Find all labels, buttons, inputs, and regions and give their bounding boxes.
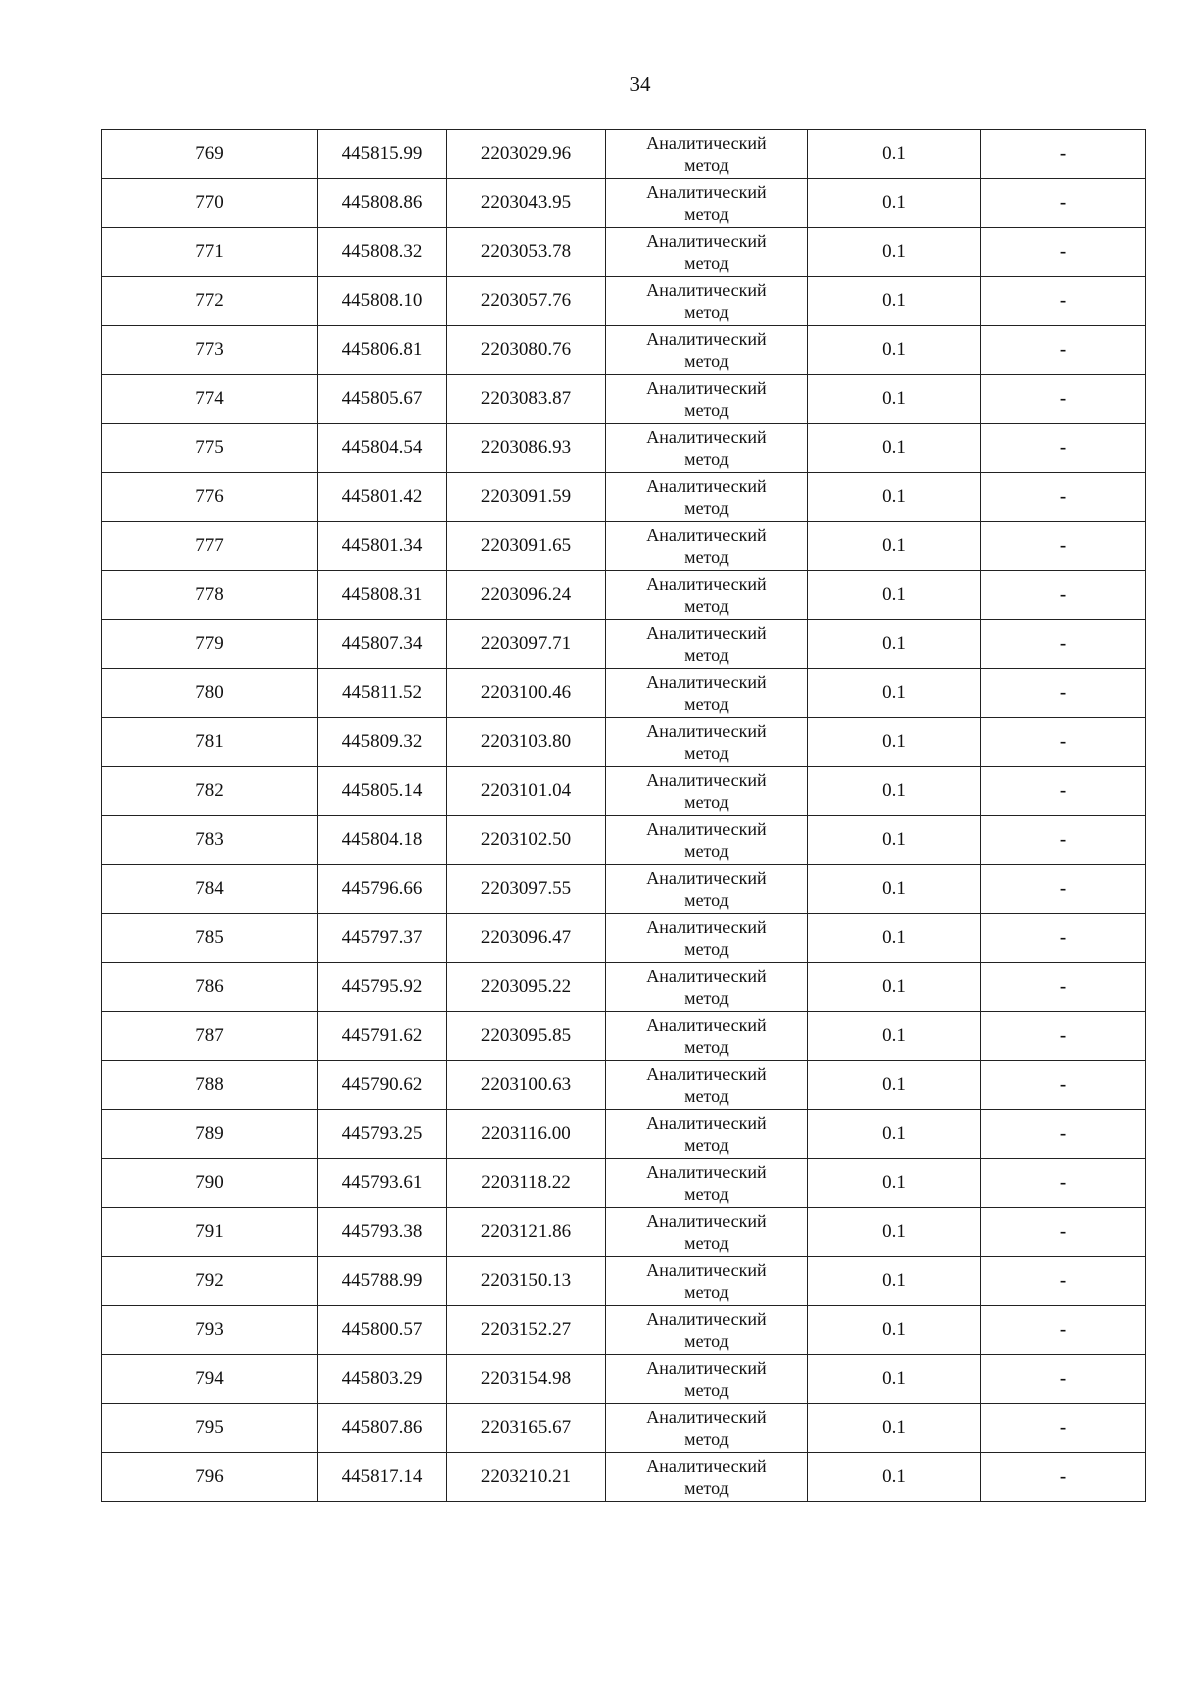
y-coordinate-cell: 2203097.55	[447, 865, 606, 914]
point-number-cell: 772	[102, 277, 318, 326]
point-number-cell: 781	[102, 718, 318, 767]
method-line-2: метод	[684, 792, 729, 812]
x-coordinate-cell: 445788.99	[318, 1257, 447, 1306]
table-row	[102, 326, 1146, 375]
method-cell	[606, 424, 808, 473]
accuracy-cell: 0.1	[808, 1159, 981, 1208]
y-coordinate-cell: 2203101.04	[447, 767, 606, 816]
method-line-2: метод	[684, 155, 729, 175]
method-line-1: Аналитический	[646, 231, 767, 251]
method-cell	[606, 522, 808, 571]
method-line-2: метод	[684, 841, 729, 861]
method-cell	[606, 1404, 808, 1453]
method-cell	[606, 718, 808, 767]
x-coordinate-cell: 445809.32	[318, 718, 447, 767]
table-row	[102, 718, 1146, 767]
point-number-cell: 784	[102, 865, 318, 914]
note-cell: -	[981, 522, 1146, 571]
y-coordinate-cell: 2203080.76	[447, 326, 606, 375]
method-cell	[606, 963, 808, 1012]
point-number-cell: 785	[102, 914, 318, 963]
point-number-cell: 783	[102, 816, 318, 865]
method-line-1: Аналитический	[646, 1015, 767, 1035]
table-row	[102, 522, 1146, 571]
method-cell	[606, 1257, 808, 1306]
method-cell	[606, 816, 808, 865]
note-cell: -	[981, 1404, 1146, 1453]
x-coordinate-cell: 445793.61	[318, 1159, 447, 1208]
method-line-2: метод	[684, 449, 729, 469]
accuracy-cell: 0.1	[808, 130, 981, 179]
point-number-cell: 788	[102, 1061, 318, 1110]
table-row	[102, 963, 1146, 1012]
y-coordinate-cell: 2203165.67	[447, 1404, 606, 1453]
y-coordinate-cell: 2203100.63	[447, 1061, 606, 1110]
y-coordinate-cell: 2203095.22	[447, 963, 606, 1012]
y-coordinate-cell: 2203086.93	[447, 424, 606, 473]
y-coordinate-cell: 2203103.80	[447, 718, 606, 767]
table-row	[102, 767, 1146, 816]
point-number-cell: 771	[102, 228, 318, 277]
method-line-1: Аналитический	[646, 672, 767, 692]
method-cell	[606, 571, 808, 620]
accuracy-cell: 0.1	[808, 424, 981, 473]
accuracy-cell: 0.1	[808, 767, 981, 816]
method-line-2: метод	[684, 351, 729, 371]
table-row	[102, 669, 1146, 718]
method-line-1: Аналитический	[646, 1211, 767, 1231]
point-number-cell: 787	[102, 1012, 318, 1061]
method-cell	[606, 865, 808, 914]
note-cell: -	[981, 228, 1146, 277]
method-line-1: Аналитический	[646, 1456, 767, 1476]
y-coordinate-cell: 2203053.78	[447, 228, 606, 277]
note-cell: -	[981, 816, 1146, 865]
method-line-2: метод	[684, 253, 729, 273]
y-coordinate-cell: 2203091.65	[447, 522, 606, 571]
method-line-2: метод	[684, 1184, 729, 1204]
note-cell: -	[981, 277, 1146, 326]
table-row	[102, 1257, 1146, 1306]
accuracy-cell: 0.1	[808, 522, 981, 571]
table-body	[102, 130, 1146, 1502]
x-coordinate-cell: 445808.32	[318, 228, 447, 277]
method-line-1: Аналитический	[646, 623, 767, 643]
method-line-2: метод	[684, 988, 729, 1008]
note-cell: -	[981, 1012, 1146, 1061]
note-cell: -	[981, 914, 1146, 963]
accuracy-cell: 0.1	[808, 326, 981, 375]
accuracy-cell: 0.1	[808, 1012, 981, 1061]
y-coordinate-cell: 2203121.86	[447, 1208, 606, 1257]
note-cell: -	[981, 375, 1146, 424]
method-line-1: Аналитический	[646, 133, 767, 153]
method-line-1: Аналитический	[646, 476, 767, 496]
method-line-1: Аналитический	[646, 378, 767, 398]
method-cell	[606, 1061, 808, 1110]
x-coordinate-cell: 445808.86	[318, 179, 447, 228]
method-line-2: метод	[684, 1478, 729, 1498]
note-cell: -	[981, 1453, 1146, 1502]
x-coordinate-cell: 445808.31	[318, 571, 447, 620]
method-line-2: метод	[684, 1282, 729, 1302]
accuracy-cell: 0.1	[808, 1257, 981, 1306]
note-cell: -	[981, 1110, 1146, 1159]
note-cell: -	[981, 130, 1146, 179]
table-row	[102, 179, 1146, 228]
x-coordinate-cell: 445811.52	[318, 669, 447, 718]
y-coordinate-cell: 2203029.96	[447, 130, 606, 179]
table-row	[102, 1012, 1146, 1061]
method-line-1: Аналитический	[646, 819, 767, 839]
table-row	[102, 865, 1146, 914]
point-number-cell: 777	[102, 522, 318, 571]
method-line-1: Аналитический	[646, 280, 767, 300]
method-cell	[606, 130, 808, 179]
point-number-cell: 780	[102, 669, 318, 718]
method-line-1: Аналитический	[646, 1113, 767, 1133]
x-coordinate-cell: 445804.54	[318, 424, 447, 473]
method-line-2: метод	[684, 939, 729, 959]
method-line-1: Аналитический	[646, 427, 767, 447]
accuracy-cell: 0.1	[808, 1110, 981, 1159]
note-cell: -	[981, 865, 1146, 914]
note-cell: -	[981, 963, 1146, 1012]
table-row	[102, 130, 1146, 179]
method-line-1: Аналитический	[646, 525, 767, 545]
method-line-1: Аналитический	[646, 917, 767, 937]
method-line-1: Аналитический	[646, 868, 767, 888]
x-coordinate-cell: 445805.67	[318, 375, 447, 424]
y-coordinate-cell: 2203096.24	[447, 571, 606, 620]
method-cell	[606, 326, 808, 375]
y-coordinate-cell: 2203154.98	[447, 1355, 606, 1404]
accuracy-cell: 0.1	[808, 228, 981, 277]
table-row	[102, 1208, 1146, 1257]
method-line-1: Аналитический	[646, 966, 767, 986]
note-cell: -	[981, 473, 1146, 522]
y-coordinate-cell: 2203083.87	[447, 375, 606, 424]
y-coordinate-cell: 2203150.13	[447, 1257, 606, 1306]
method-cell	[606, 1208, 808, 1257]
method-line-2: метод	[684, 1380, 729, 1400]
accuracy-cell: 0.1	[808, 473, 981, 522]
y-coordinate-cell: 2203102.50	[447, 816, 606, 865]
method-line-1: Аналитический	[646, 1309, 767, 1329]
accuracy-cell: 0.1	[808, 1355, 981, 1404]
table-row	[102, 620, 1146, 669]
x-coordinate-cell: 445795.92	[318, 963, 447, 1012]
table-row	[102, 1306, 1146, 1355]
method-line-2: метод	[684, 1037, 729, 1057]
y-coordinate-cell: 2203095.85	[447, 1012, 606, 1061]
table-row	[102, 1110, 1146, 1159]
method-cell	[606, 375, 808, 424]
x-coordinate-cell: 445793.25	[318, 1110, 447, 1159]
x-coordinate-cell: 445817.14	[318, 1453, 447, 1502]
x-coordinate-cell: 445801.42	[318, 473, 447, 522]
point-number-cell: 769	[102, 130, 318, 179]
point-number-cell: 791	[102, 1208, 318, 1257]
method-line-2: метод	[684, 302, 729, 322]
method-line-2: метод	[684, 890, 729, 910]
x-coordinate-cell: 445806.81	[318, 326, 447, 375]
x-coordinate-cell: 445796.66	[318, 865, 447, 914]
accuracy-cell: 0.1	[808, 179, 981, 228]
accuracy-cell: 0.1	[808, 277, 981, 326]
accuracy-cell: 0.1	[808, 816, 981, 865]
method-cell	[606, 277, 808, 326]
table-row	[102, 816, 1146, 865]
note-cell: -	[981, 326, 1146, 375]
x-coordinate-cell: 445801.34	[318, 522, 447, 571]
table-row	[102, 1404, 1146, 1453]
point-number-cell: 792	[102, 1257, 318, 1306]
table-row	[102, 914, 1146, 963]
method-line-1: Аналитический	[646, 1064, 767, 1084]
point-number-cell: 793	[102, 1306, 318, 1355]
coordinates-table	[101, 129, 1146, 1502]
y-coordinate-cell: 2203116.00	[447, 1110, 606, 1159]
accuracy-cell: 0.1	[808, 1404, 981, 1453]
method-line-2: метод	[684, 204, 729, 224]
y-coordinate-cell: 2203091.59	[447, 473, 606, 522]
method-line-2: метод	[684, 400, 729, 420]
table-row	[102, 277, 1146, 326]
accuracy-cell: 0.1	[808, 375, 981, 424]
point-number-cell: 786	[102, 963, 318, 1012]
x-coordinate-cell: 445807.34	[318, 620, 447, 669]
note-cell: -	[981, 1159, 1146, 1208]
method-cell	[606, 1012, 808, 1061]
method-cell	[606, 473, 808, 522]
method-line-2: метод	[684, 645, 729, 665]
note-cell: -	[981, 669, 1146, 718]
method-line-1: Аналитический	[646, 1358, 767, 1378]
method-cell	[606, 1110, 808, 1159]
y-coordinate-cell: 2203100.46	[447, 669, 606, 718]
accuracy-cell: 0.1	[808, 963, 981, 1012]
method-line-1: Аналитический	[646, 721, 767, 741]
note-cell: -	[981, 571, 1146, 620]
accuracy-cell: 0.1	[808, 865, 981, 914]
table-row	[102, 424, 1146, 473]
method-cell	[606, 669, 808, 718]
method-line-1: Аналитический	[646, 1260, 767, 1280]
accuracy-cell: 0.1	[808, 1061, 981, 1110]
table-row	[102, 473, 1146, 522]
accuracy-cell: 0.1	[808, 914, 981, 963]
method-line-2: метод	[684, 596, 729, 616]
point-number-cell: 796	[102, 1453, 318, 1502]
point-number-cell: 790	[102, 1159, 318, 1208]
method-line-2: метод	[684, 694, 729, 714]
note-cell: -	[981, 424, 1146, 473]
x-coordinate-cell: 445803.29	[318, 1355, 447, 1404]
accuracy-cell: 0.1	[808, 669, 981, 718]
point-number-cell: 774	[102, 375, 318, 424]
y-coordinate-cell: 2203043.95	[447, 179, 606, 228]
table-row	[102, 1355, 1146, 1404]
table-row	[102, 228, 1146, 277]
point-number-cell: 794	[102, 1355, 318, 1404]
point-number-cell: 782	[102, 767, 318, 816]
point-number-cell: 795	[102, 1404, 318, 1453]
method-cell	[606, 1159, 808, 1208]
method-line-2: метод	[684, 1086, 729, 1106]
table-row	[102, 1061, 1146, 1110]
x-coordinate-cell: 445805.14	[318, 767, 447, 816]
method-line-2: метод	[684, 547, 729, 567]
point-number-cell: 776	[102, 473, 318, 522]
y-coordinate-cell: 2203210.21	[447, 1453, 606, 1502]
y-coordinate-cell: 2203097.71	[447, 620, 606, 669]
method-line-1: Аналитический	[646, 770, 767, 790]
method-line-2: метод	[684, 1331, 729, 1351]
note-cell: -	[981, 179, 1146, 228]
method-line-1: Аналитический	[646, 1407, 767, 1427]
note-cell: -	[981, 1061, 1146, 1110]
note-cell: -	[981, 1355, 1146, 1404]
x-coordinate-cell: 445815.99	[318, 130, 447, 179]
accuracy-cell: 0.1	[808, 718, 981, 767]
note-cell: -	[981, 1306, 1146, 1355]
point-number-cell: 779	[102, 620, 318, 669]
x-coordinate-cell: 445793.38	[318, 1208, 447, 1257]
point-number-cell: 773	[102, 326, 318, 375]
point-number-cell: 770	[102, 179, 318, 228]
note-cell: -	[981, 767, 1146, 816]
accuracy-cell: 0.1	[808, 1306, 981, 1355]
note-cell: -	[981, 1208, 1146, 1257]
x-coordinate-cell: 445790.62	[318, 1061, 447, 1110]
method-line-2: метод	[684, 1233, 729, 1253]
method-line-1: Аналитический	[646, 1162, 767, 1182]
x-coordinate-cell: 445797.37	[318, 914, 447, 963]
page-number: 34	[629, 72, 651, 96]
method-cell	[606, 767, 808, 816]
y-coordinate-cell: 2203118.22	[447, 1159, 606, 1208]
x-coordinate-cell: 445807.86	[318, 1404, 447, 1453]
note-cell: -	[981, 718, 1146, 767]
point-number-cell: 789	[102, 1110, 318, 1159]
method-line-2: метод	[684, 743, 729, 763]
x-coordinate-cell: 445804.18	[318, 816, 447, 865]
y-coordinate-cell: 2203096.47	[447, 914, 606, 963]
method-cell	[606, 1355, 808, 1404]
method-line-2: метод	[684, 1429, 729, 1449]
table-row	[102, 375, 1146, 424]
y-coordinate-cell: 2203057.76	[447, 277, 606, 326]
method-line-2: метод	[684, 498, 729, 518]
x-coordinate-cell: 445800.57	[318, 1306, 447, 1355]
accuracy-cell: 0.1	[808, 571, 981, 620]
note-cell: -	[981, 1257, 1146, 1306]
x-coordinate-cell: 445791.62	[318, 1012, 447, 1061]
method-cell	[606, 228, 808, 277]
method-cell	[606, 914, 808, 963]
table-row	[102, 1453, 1146, 1502]
note-cell: -	[981, 620, 1146, 669]
point-number-cell: 775	[102, 424, 318, 473]
method-line-1: Аналитический	[646, 574, 767, 594]
method-line-2: метод	[684, 1135, 729, 1155]
accuracy-cell: 0.1	[808, 1453, 981, 1502]
table-row	[102, 1159, 1146, 1208]
y-coordinate-cell: 2203152.27	[447, 1306, 606, 1355]
method-line-1: Аналитический	[646, 182, 767, 202]
accuracy-cell: 0.1	[808, 1208, 981, 1257]
point-number-cell: 778	[102, 571, 318, 620]
method-cell	[606, 179, 808, 228]
method-cell	[606, 1453, 808, 1502]
accuracy-cell: 0.1	[808, 620, 981, 669]
table-row	[102, 571, 1146, 620]
method-cell	[606, 1306, 808, 1355]
method-line-1: Аналитический	[646, 329, 767, 349]
method-cell	[606, 620, 808, 669]
x-coordinate-cell: 445808.10	[318, 277, 447, 326]
